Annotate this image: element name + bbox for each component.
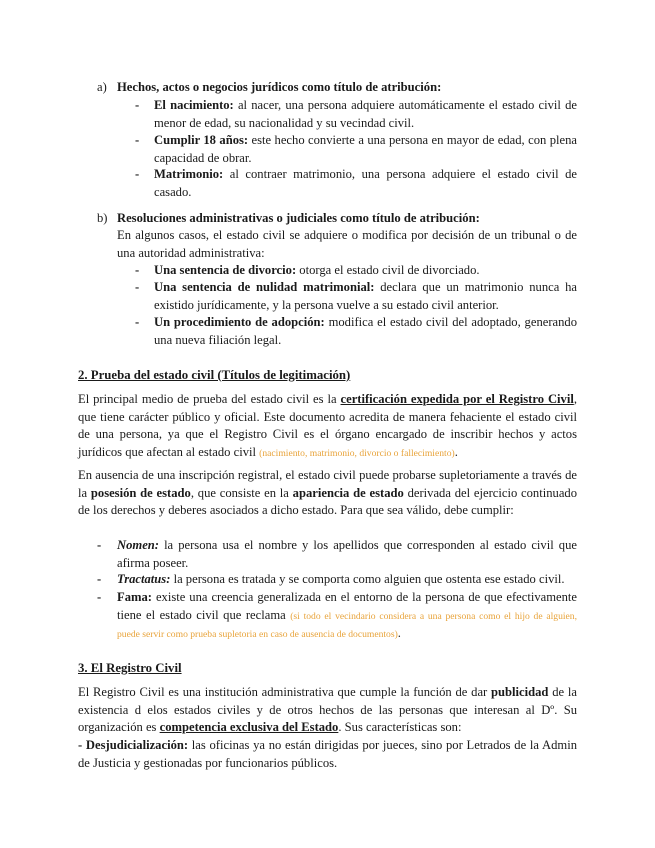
item-label: Matrimonio: — [154, 167, 224, 181]
list-item — [154, 132, 577, 167]
text-run: . — [454, 444, 458, 459]
section-2-paragraph-2 — [78, 467, 577, 520]
text-run: de la existencia d elos estados civiles y de otros hechos de las personas que interesan al Dº. Su organización es — [78, 685, 577, 735]
bullet-dash: - — [97, 590, 102, 604]
bold-term: publicidad — [491, 685, 549, 699]
list-item — [117, 571, 587, 589]
section-3-paragraph-1 — [78, 684, 577, 737]
item-label: Nomen: — [117, 538, 159, 552]
item-text: las oficinas ya no están dirigidas por jueces, sino por Letrados de la Admin de Justicia y gestionadas por funcionarios públicos. — [78, 738, 577, 770]
list-item — [117, 589, 577, 644]
bullet-dash: - — [135, 315, 140, 329]
text-run: El Registro Civil es una institución administrativa que cumple la función de dar — [78, 685, 492, 699]
bullet-dash: - — [97, 538, 102, 552]
item-text: modifica el estado civil del adoptado, generando una nueva filiación legal. — [154, 315, 577, 347]
bullet-dash: - — [135, 263, 140, 277]
section-b-intro: En algunos casos, el estado civil se adquiere o modifica por decisión de un tribunal o de una autoridad administrativa: — [117, 228, 577, 260]
item-text: otorga el estado civil de divorciado. — [296, 263, 480, 277]
bullet-dash: - — [135, 133, 140, 147]
section-2-heading: 2. Prueba del estado civil (Títulos de legitimación) — [78, 368, 351, 382]
item-label: Tractatus: — [117, 572, 171, 586]
item-text: declara que un matrimonio nunca ha existido jurídicamente, y la persona vuelve a su estado civil anterior. — [154, 280, 577, 312]
section-3-paragraph-2 — [78, 737, 577, 772]
list-item — [154, 97, 577, 132]
item-label: Fama: — [117, 590, 152, 604]
margin-note: (si todo el vecindario considera a una persona como el hijo de alguien, puede servir como prueba supletoria en caso de ausencia de documentos) — [117, 610, 577, 641]
section-3-heading: 3. El Registro Civil — [78, 661, 182, 675]
text-run: El principal medio de prueba del estado civil es la — [78, 392, 341, 406]
list-item — [154, 279, 577, 314]
list-item — [154, 262, 577, 280]
certificacion-link-text: certificación expedida por el Registro Civil — [340, 392, 574, 406]
bullet-dash: - — [135, 167, 140, 181]
item-label: - Desjudicialización: — [78, 738, 189, 752]
item-text: existe una creencia generalizada en el entorno de la persona de que efectivamente tiene el estado civil que reclama — [117, 590, 577, 622]
text-run: . Sus características son: — [338, 720, 462, 735]
text-run: , que consiste en la — [190, 485, 293, 500]
bullet-dash: - — [97, 572, 102, 586]
item-label: Un procedimiento de adopción: — [154, 315, 325, 329]
section-b-marker: b) — [97, 211, 108, 225]
section-a-title: Hechos, actos o negocios jurídicos como título de atribución: — [117, 80, 442, 94]
item-text: este hecho convierte a una persona en mayor de edad, con plena capacidad de obrar. — [154, 133, 578, 165]
text-run: En ausencia de una inscripción registral, el estado civil puede probarse supletoriamente a través de la — [78, 468, 577, 500]
margin-note: (nacimiento, matrimonio, divorcio o fallecimiento) — [259, 447, 455, 459]
section-b-title: Resoluciones administrativas o judiciales como título de atribución: — [117, 211, 480, 225]
item-label: Cumplir 18 años: — [154, 133, 249, 147]
bullet-dash: - — [135, 280, 140, 294]
list-item — [117, 537, 577, 572]
bold-term: posesión de estado — [90, 485, 191, 500]
item-label: El nacimiento: — [154, 98, 234, 112]
item-text: al nacer, una persona adquiere automáticamente el estado civil de menor de edad, su nacionalidad y su vecindad civil. — [154, 98, 577, 130]
item-end: . — [397, 626, 401, 641]
item-text: la persona es tratada y se comporta como alguien que ostenta ese estado civil. — [170, 572, 565, 586]
bold-term: apariencia de estado — [292, 485, 404, 500]
bullet-dash: - — [135, 98, 140, 112]
text-run: , que tiene carácter público y oficial. Este documento acredita de manera fehaciente el estado civil de una persona, ya que el Registro Civil es el órgano encargado de inscribir hechos y actos jurídicos que afectan al estado civil — [78, 392, 577, 459]
item-text: la persona usa el nombre y los apellidos que corresponden al estado civil que afirma poseer. — [117, 538, 577, 570]
item-label: Una sentencia de nulidad matrimonial: — [154, 280, 375, 294]
section-2-paragraph-1 — [78, 391, 577, 462]
list-item — [154, 166, 577, 201]
bold-term: competencia exclusiva del Estado — [159, 720, 339, 735]
text-run: derivada del ejercicio continuado de los derechos y deberes asociados a dicho estado. Para que sea válido, debe cumplir: — [78, 485, 577, 518]
section-a-marker: a) — [97, 80, 107, 94]
item-label: Una sentencia de divorcio: — [154, 263, 297, 277]
list-item — [154, 314, 577, 349]
item-text: al contraer matrimonio, una persona adquiere el estado civil de casado. — [154, 167, 577, 199]
